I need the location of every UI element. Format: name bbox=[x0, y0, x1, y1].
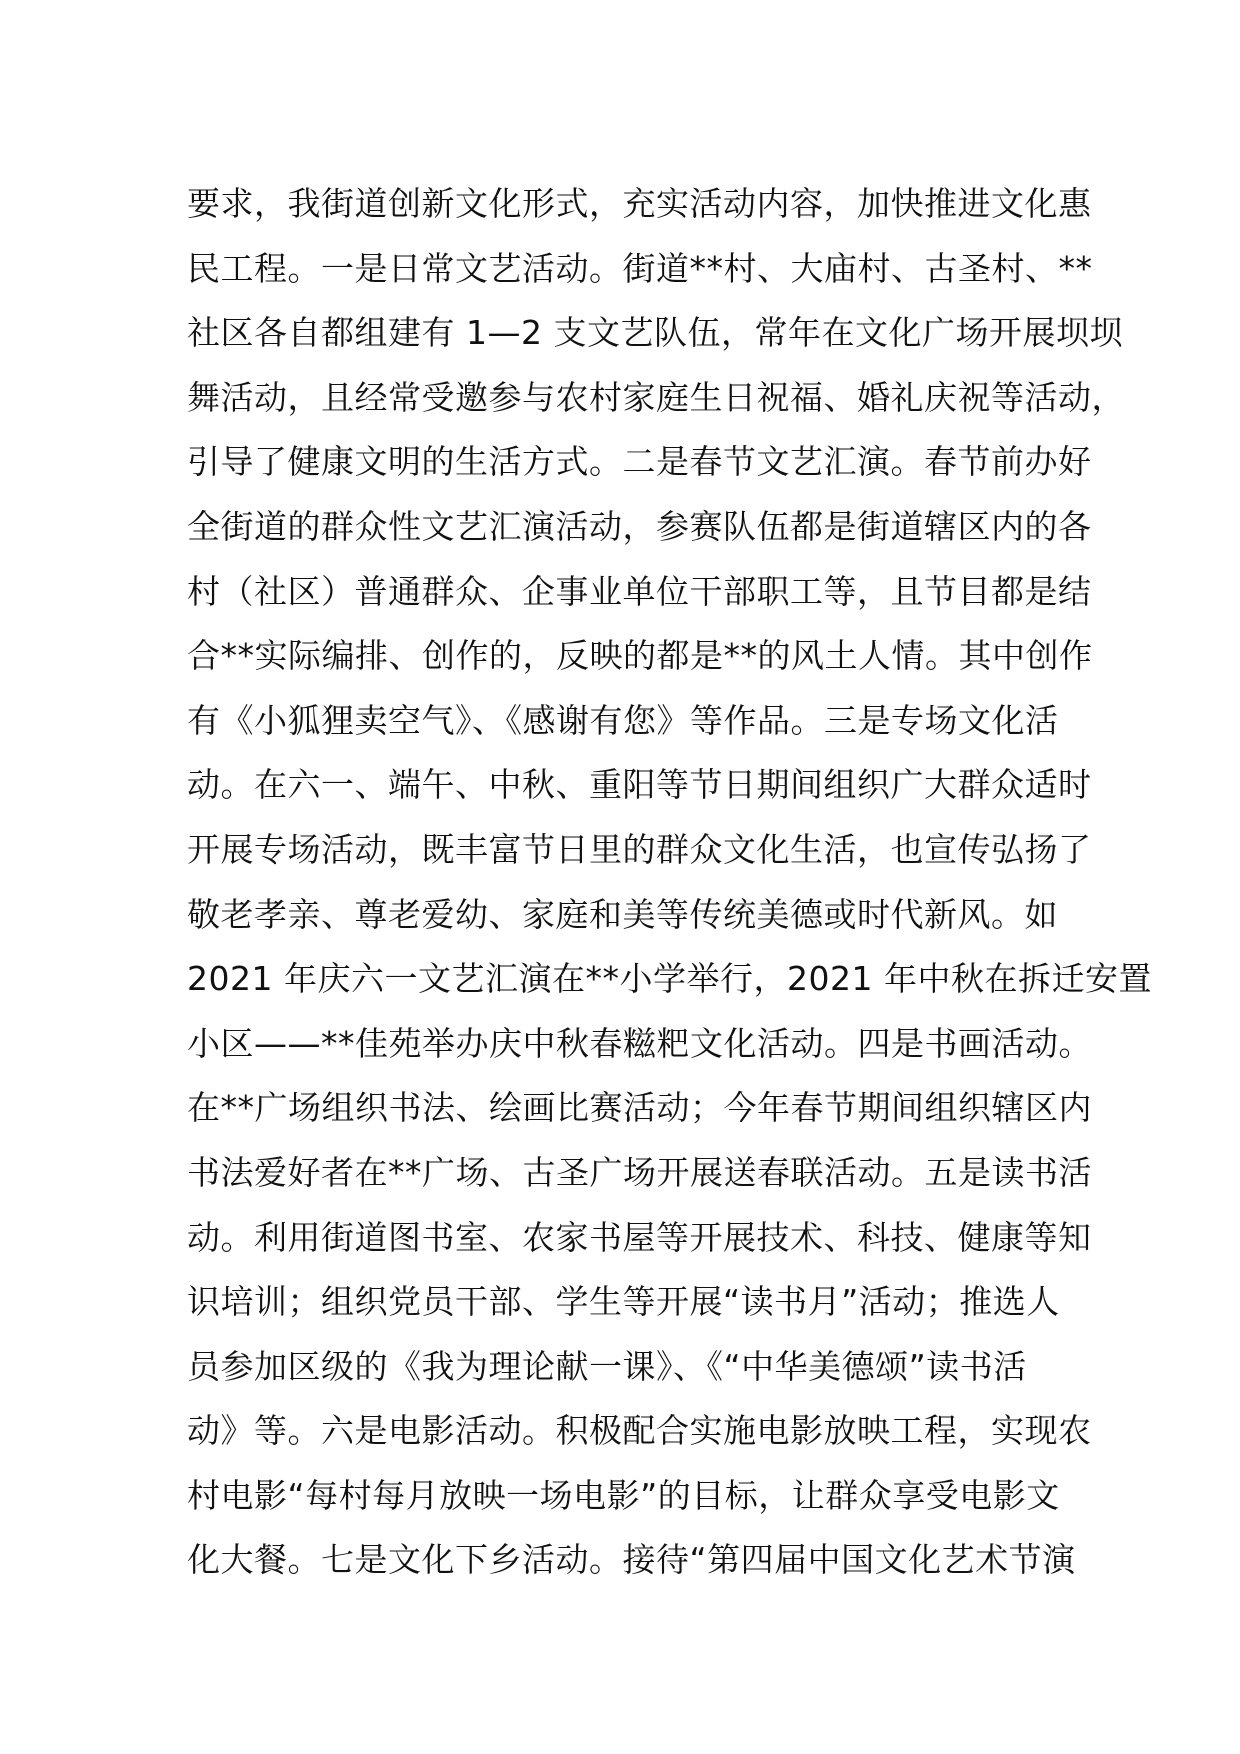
text-line: 书法爱好者在**广场、古圣广场开展送春联活动。五是读书活 bbox=[187, 1152, 1092, 1192]
text-line: 动》等。六是电影活动。积极配合实施电影放映工程，实现农 bbox=[187, 1411, 1092, 1451]
text-line: 村（社区）普通群众、企事业单位干部职工等，且节目都是结 bbox=[187, 571, 1092, 611]
text-line: 小区——**佳苑举办庆中秋春糍粑文化活动。四是书画活动。 bbox=[187, 1023, 1092, 1063]
text-line: 全街道的群众性文艺汇演活动，参赛队伍都是街道辖区内的各 bbox=[187, 506, 1092, 546]
text-line: 员参加区级的《我为理论献一课》、《“中华美德颂”读书活 bbox=[187, 1346, 1027, 1386]
text-line: 合**实际编排、创作的，反映的都是**的风土人情。其中创作 bbox=[187, 636, 1093, 676]
body-paragraph bbox=[187, 172, 1152, 1593]
text-line: 要求，我街道创新文化形式，充实活动内容，加快推进文化惠 bbox=[187, 184, 1092, 223]
text-line: 化大餐。七是文化下乡活动。接待“第四届中国文化艺术节演 bbox=[187, 1540, 1076, 1580]
text-line: 舞活动，且经常受邀参与农村家庭生日祝福、婚礼庆祝等活动， bbox=[187, 377, 1125, 417]
text-line: 开展专场活动，既丰富节日里的群众文化生活，也宣传弘扬了 bbox=[187, 829, 1092, 869]
text-line: 动。利用街道图书室、农家书屋等开展技术、科技、健康等知 bbox=[187, 1217, 1092, 1257]
text-line: 在**广场组织书法、绘画比赛活动；今年春节期间组织辖区内 bbox=[187, 1088, 1092, 1128]
text-line: 社区各自都组建有 1—2 支文艺队伍，常年在文化广场开展坝坝 bbox=[187, 313, 1123, 353]
text-line: 有《小狐狸卖空气》、《感谢有您》等作品。三是专场文化活 bbox=[187, 700, 1059, 740]
text-line: 识培训；组织党员干部、学生等开展“读书月”活动；推选人 bbox=[187, 1282, 1060, 1322]
text-line: 引导了健康文明的生活方式。二是春节文艺汇演。春节前办好 bbox=[187, 442, 1092, 482]
text-line: 民工程。一是日常文艺活动。街道**村、大庙村、古圣村、** bbox=[187, 248, 1093, 288]
text-line: 动。在六一、端午、中秋、重阳等节日期间组织广大群众适时 bbox=[187, 765, 1092, 805]
text-line: 2021 年庆六一文艺汇演在**小学举行，2021 年中秋在拆迁安置 bbox=[187, 959, 1152, 999]
text-line: 敬老孝亲、尊老爱幼、家庭和美等传统美德或时代新风。如 bbox=[187, 894, 1058, 934]
text-line: 村电影“每村每月放映一场电影”的目标，让群众享受电影文 bbox=[187, 1475, 1060, 1515]
